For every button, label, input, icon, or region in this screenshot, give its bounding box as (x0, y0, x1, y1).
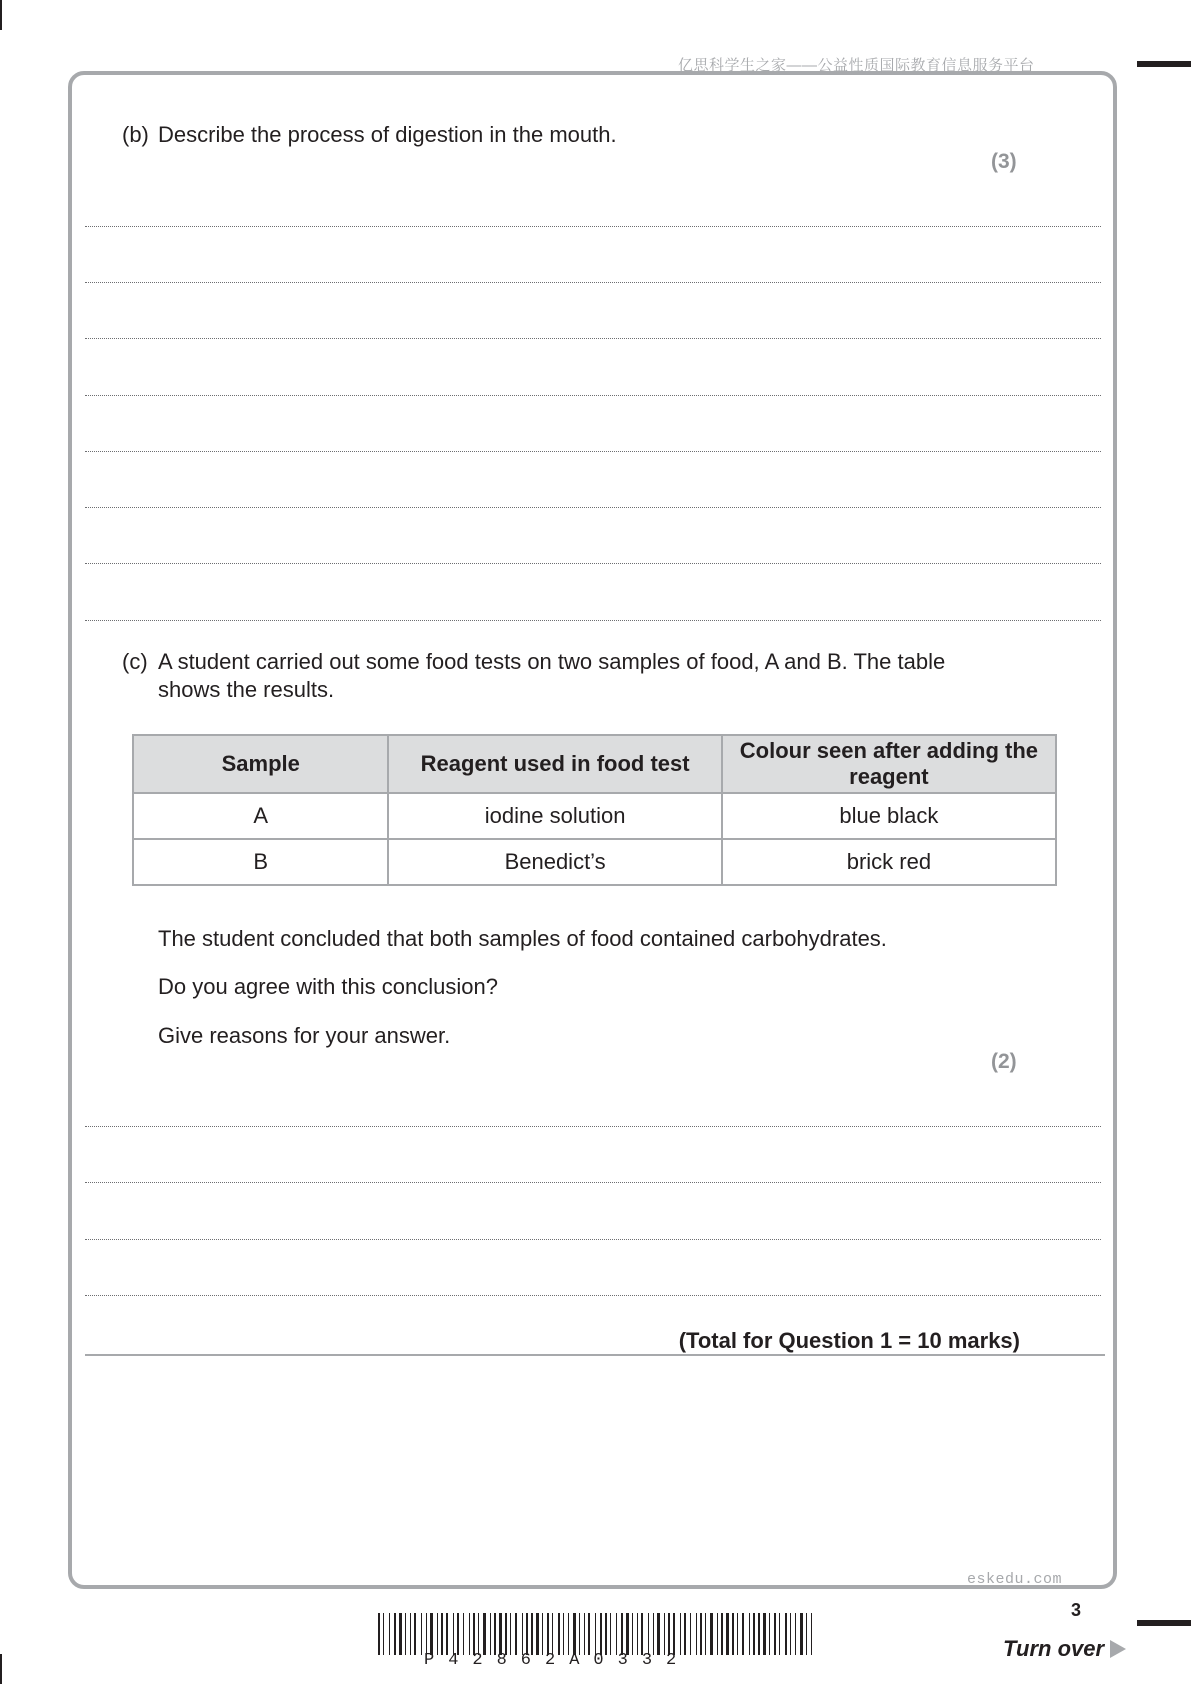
part-c-marks: (2) (991, 1050, 1017, 1073)
crop-mark (0, 1654, 2, 1684)
cell-reagent: Benedict’s (388, 839, 721, 885)
part-b-label: (b) (122, 122, 149, 147)
cell-reagent: iodine solution (388, 793, 721, 839)
part-c-intro-line1: A student carried out some food tests on two samples of food, A and B. The table (158, 649, 946, 674)
part-c-label: (c) (122, 649, 148, 674)
answer-line[interactable] (85, 226, 1101, 227)
part-c-question2: Give reasons for your answer. (158, 1023, 451, 1048)
header-watermark: 亿思科学生之家——公益性质国际教育信息服务平台 (678, 57, 1035, 74)
barcode-digits: P42862A0332 (424, 1651, 691, 1670)
crop-mark (0, 0, 2, 30)
answer-line[interactable] (85, 451, 1101, 452)
answer-line[interactable] (85, 1126, 1101, 1127)
food-test-table (132, 734, 1057, 886)
part-b-marks: (3) (991, 150, 1017, 173)
answer-line[interactable] (85, 1182, 1101, 1183)
header-colour: Colour seen after adding the reagent (722, 735, 1056, 793)
answer-line[interactable] (85, 1239, 1101, 1240)
answer-line[interactable] (85, 338, 1101, 339)
footer-site: eskedu.com (967, 1571, 1063, 1588)
answer-line[interactable] (85, 1295, 1101, 1296)
cell-sample: B (133, 839, 388, 885)
question-total: (Total for Question 1 = 10 marks) (678, 1328, 1020, 1353)
table-row (133, 793, 1056, 839)
header-sample: Sample (133, 735, 388, 793)
table-header-row (133, 735, 1056, 793)
turn-over-label: Turn over (1003, 1636, 1105, 1661)
table-row (133, 839, 1056, 885)
cell-colour: blue black (722, 793, 1056, 839)
part-c-statement: The student concluded that both samples of food contained carbohydrates. (158, 926, 887, 951)
turn-over-arrow-icon (1110, 1640, 1126, 1658)
answer-line[interactable] (85, 563, 1101, 564)
header-reagent: Reagent used in food test (388, 735, 721, 793)
cell-colour: brick red (722, 839, 1056, 885)
answer-line[interactable] (85, 282, 1101, 283)
part-b-question: Describe the process of digestion in the mouth. (158, 122, 617, 147)
answer-line[interactable] (85, 395, 1101, 396)
part-c-question1: Do you agree with this conclusion? (158, 974, 498, 999)
answer-line[interactable] (85, 620, 1101, 621)
crop-mark (1137, 1620, 1191, 1626)
barcode (378, 1613, 812, 1655)
page-number: 3 (1071, 1600, 1082, 1620)
crop-mark (1137, 61, 1191, 67)
answer-line[interactable] (85, 507, 1101, 508)
part-c-intro-line2: shows the results. (158, 677, 335, 702)
total-rule (85, 1354, 1105, 1356)
cell-sample: A (133, 793, 388, 839)
